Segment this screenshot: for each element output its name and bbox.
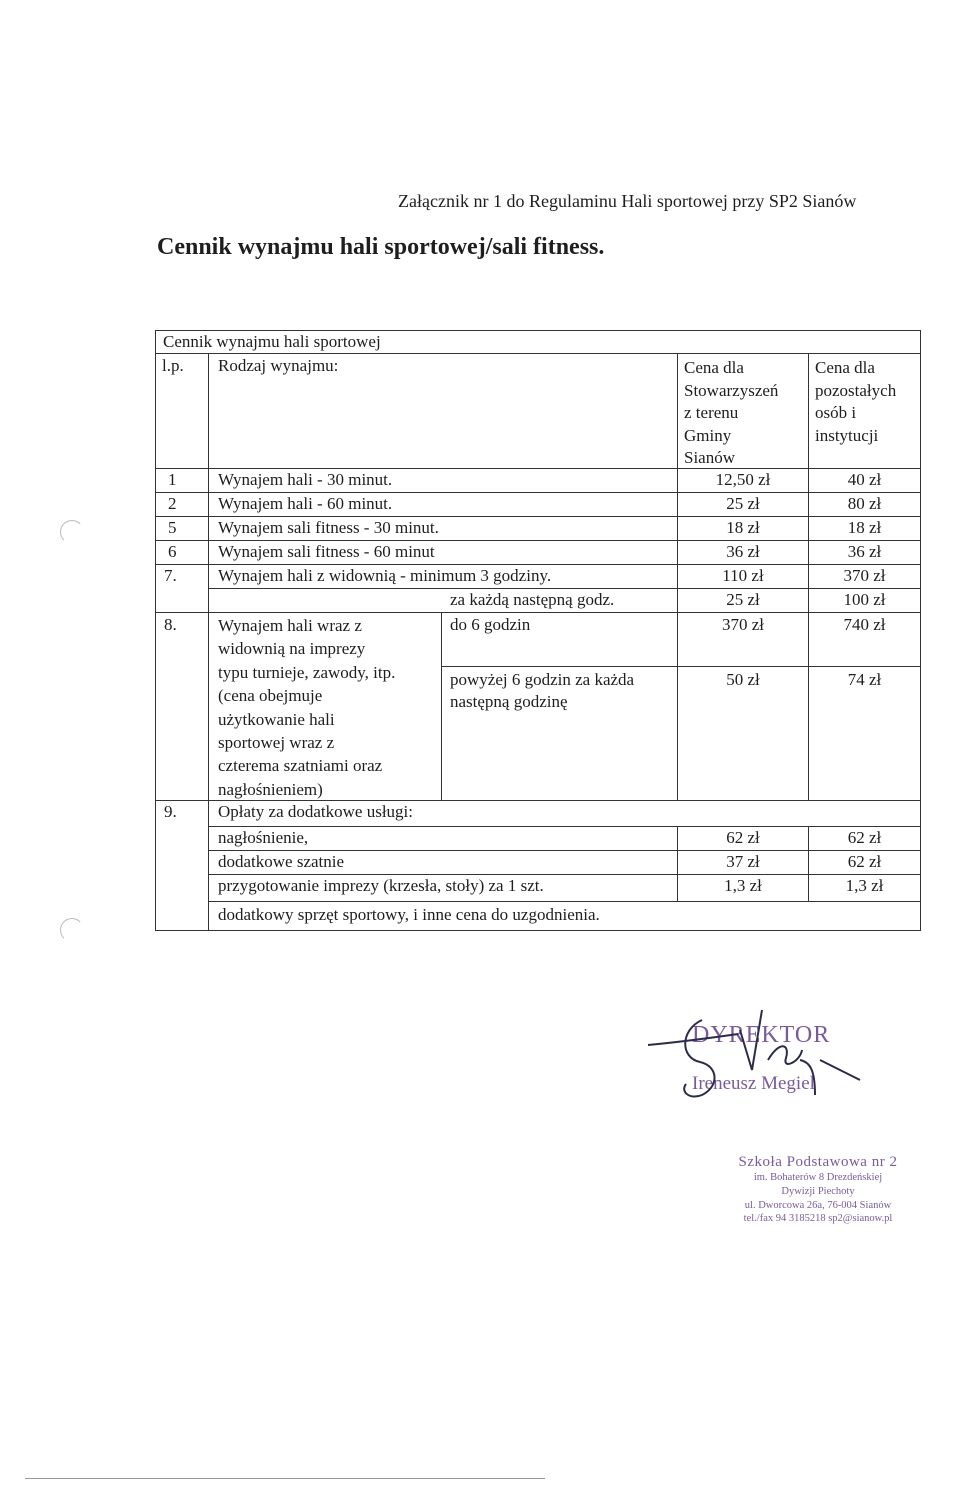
row-lp: 1 <box>168 470 177 489</box>
punch-hole <box>60 520 84 544</box>
row-lp: 8. <box>164 615 177 634</box>
header-rental-type: Rodzaj wynajmu: <box>218 356 339 375</box>
row-price-assoc: 110 zł <box>722 566 764 585</box>
attachment-note: Załącznik nr 1 do Regulaminu Hali sportowej przy SP2 Sianów <box>398 191 857 211</box>
row-lp: 5 <box>168 518 177 537</box>
stamp-line: Dywizji Piechoty <box>781 1186 855 1197</box>
row9-item-price-assoc: 37 zł <box>726 852 760 871</box>
row8-sub1-price-other: 740 zł <box>843 615 886 634</box>
row8-sub1-label: do 6 godzin <box>450 615 531 634</box>
row8-desc-line: sportowej wraz z <box>218 733 335 753</box>
row8-desc-line: (cena obejmuje <box>218 686 323 706</box>
page-title: Cennik wynajmu hali sportowej/sali fitness. <box>157 234 605 260</box>
row8-sub2-line: powyżej 6 godzin za każda <box>450 670 635 689</box>
header-other-line: instytucji <box>815 425 879 445</box>
header-assoc-word: Cena dla <box>684 358 744 377</box>
row-price-assoc: 25 zł <box>726 494 760 513</box>
row8-sub2-label <box>450 669 634 713</box>
header-other-line: osób i <box>815 403 857 423</box>
header-assoc-line: Gminy <box>684 425 732 445</box>
signature <box>640 1000 870 1120</box>
row-lp: 9. <box>164 802 177 821</box>
row8-sub2-price-other: 74 zł <box>847 670 882 689</box>
row8-desc-line: widownią na imprezy <box>218 639 366 659</box>
row8-sub2-line: następną godzinę <box>450 692 568 711</box>
header-price-others <box>815 357 915 447</box>
header-price-associations <box>684 357 802 470</box>
row8-desc-line: użytkowanie hali <box>218 709 335 729</box>
row9-note: dodatkowy sprzęt sportowy, i inne cena do uzgodnienia. <box>218 905 600 924</box>
row-desc: Wynajem sali fitness - 60 minut <box>218 542 435 561</box>
stamp-name: Ireneusz Megiel <box>692 1073 815 1094</box>
row9-desc: Opłaty za dodatkowe usługi: <box>218 802 413 821</box>
row9-item-desc: przygotowanie imprezy (krzesła, stoły) za 1 szt. <box>218 876 544 895</box>
punch-hole <box>60 918 84 942</box>
row-lp: 7. <box>164 566 177 585</box>
row-price-other: 18 zł <box>847 518 882 537</box>
row-desc: za każdą następną godz. <box>450 590 615 609</box>
row-lp: 2 <box>168 494 177 513</box>
row8-desc-line: typu turnieje, zawody, itp. <box>218 662 396 682</box>
stamp-school: Szkoła Podstawowa nr 2 <box>738 1154 898 1170</box>
row-price-other: 80 zł <box>847 494 882 513</box>
stamp-line: tel./fax 94 3185218 sp2@sianow.pl <box>743 1213 893 1224</box>
row8-sub2-price-assoc: 50 zł <box>726 670 760 689</box>
row8-sub1-price-assoc: 370 zł <box>721 615 765 634</box>
row8-desc-line: nagłośnieniem) <box>218 779 323 799</box>
row-price-assoc: 12,50 zł <box>715 470 771 489</box>
row-price-assoc: 18 zł <box>726 518 760 537</box>
row-lp: 6 <box>168 542 177 561</box>
header-other-line: Cena dla <box>815 358 875 377</box>
header-other-line: pozostałych <box>815 380 897 400</box>
row-desc: Wynajem sali fitness - 30 minut. <box>218 518 439 537</box>
row-desc: Wynajem hali - 60 minut. <box>218 494 393 513</box>
stamp-line: ul. Dworcowa 26a, 76-004 Sianów <box>744 1200 892 1211</box>
row9-item-price-other: 62 zł <box>847 828 882 847</box>
row-price-other: 36 zł <box>847 542 882 561</box>
header-lp: l.p. <box>162 356 184 375</box>
row9-item-price-assoc: 1,3 zł <box>724 876 762 895</box>
row9-item-desc: dodatkowe szatnie <box>218 852 345 871</box>
header-assoc-line <box>684 357 802 380</box>
row9-item-desc: nagłośnienie, <box>218 828 309 847</box>
table-caption: Cennik wynajmu hali sportowej <box>163 332 381 351</box>
row-desc: Wynajem hali z widownią - minimum 3 godziny. <box>218 566 552 585</box>
row8-description <box>218 614 395 801</box>
row8-desc-line: Wynajem hali wraz z <box>218 616 362 635</box>
row9-item-price-other: 62 zł <box>847 852 882 871</box>
row-price-assoc: 25 zł <box>726 590 760 609</box>
header-assoc-line: Stowarzyszeń <box>684 380 779 400</box>
row8-desc-line: czterema szatniami oraz <box>218 756 383 776</box>
stamp-title: DYREKTOR <box>692 1022 831 1048</box>
row-price-other: 40 zł <box>847 470 882 489</box>
row-price-other: 370 zł <box>843 566 886 585</box>
header-assoc-line: Sianów <box>684 448 735 468</box>
stamp-line: im. Bohaterów 8 Drezdeńskiej <box>753 1172 883 1183</box>
row-price-assoc: 36 zł <box>726 542 760 561</box>
row9-item-price-assoc: 62 zł <box>726 828 760 847</box>
row9-item-price-other: 1,3 zł <box>845 876 884 895</box>
row-price-other: 100 zł <box>843 590 886 609</box>
scan-edge-line <box>25 1478 545 1479</box>
row-desc: Wynajem hali - 30 minut. <box>218 470 393 489</box>
header-assoc-line: z terenu <box>684 403 739 423</box>
